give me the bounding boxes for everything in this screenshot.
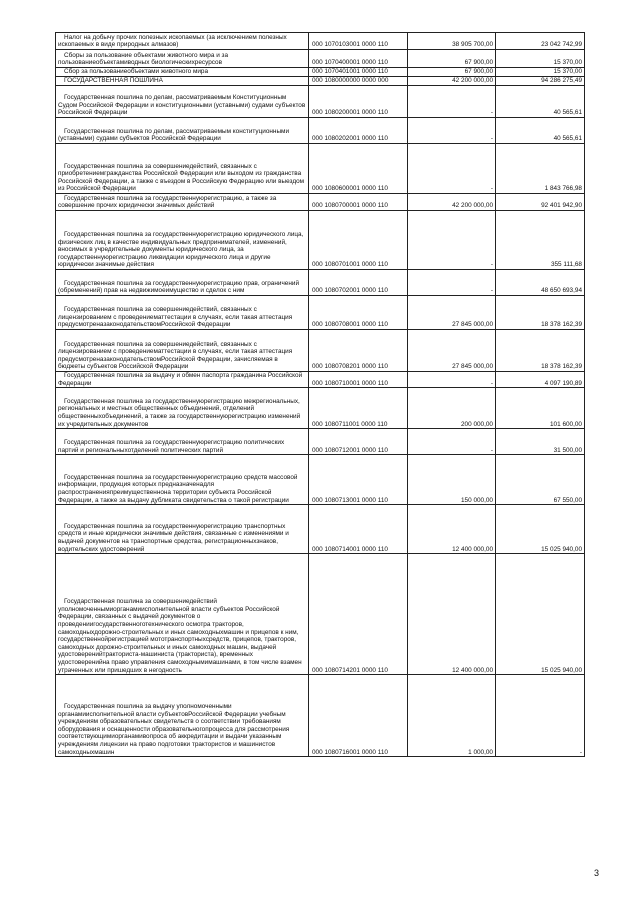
row-name-cell: Государственная пошлина за государственнуюрегистрацию транспортных средств и иные юридически значимые действия, связанные с изменениями и выдачей документов на транспортные средства, регистрационныхзнаков, водительских удостоверений: [56, 505, 309, 554]
table-row: [56, 144, 585, 194]
row-plan-cell: 1 000,00: [408, 675, 496, 757]
row-code-cell: 000 1080202001 0000 110: [309, 118, 408, 144]
row-plan-cell: 200 000,00: [408, 388, 496, 429]
row-name-cell: Государственная пошлина за государственнуюрегистрацию юридического лица, физических лиц в качестве индивидуальных предпринимателей, изменений, вносимых в учредительные документы юридического лица, за государственнуюрегистрацию ликвидации юридического лица и другие юридически значимые действия: [56, 211, 309, 270]
row-plan-cell: -: [408, 372, 496, 388]
row-code-cell: 000 1080711001 0000 110: [309, 388, 408, 429]
row-name-cell: Государственная пошлина за совершениедействий уполномоченнымиорганамиисполнительной власти субъектов Российской Федерации, связанных с выдачей документов о проведениигосударственноготехнического осмотра тракторов, самоходныхдорожно-строительных и иных самоходныхмашин и прицепов к ним, государственнойрегистрацией мототранспортныхсредств, прицепов, тракторов, самоходных дорожно-строительных и иных самоходных машин, выдачей удостоверенийтракториста-машиниста (тракториста), временных удостоверенийна право управления самоходнымимашинами, в том числе взамен утраченных или пришедших в негодность: [56, 554, 309, 675]
table-row: [56, 118, 585, 144]
table-row: [56, 388, 585, 429]
row-name-cell: Сбор за пользованиеобъектами животного мира: [56, 68, 309, 77]
row-actual-cell: 40 565,61: [496, 86, 585, 118]
row-name-cell: Государственная пошлина за государственнуюрегистрацию средств массовой информации, продукция которых предназначенадля распространенияпреимущественнона территории субъекта Российской Федерации, а также за выдачу дубликата свидетельства о такой регистрации: [56, 455, 309, 505]
row-code-cell: 000 1080000000 0000 000: [309, 77, 408, 86]
row-plan-cell: 42 200 000,00: [408, 194, 496, 211]
row-plan-cell: 67 900,00: [408, 50, 496, 68]
row-code-cell: 000 1080710001 0000 110: [309, 372, 408, 388]
row-actual-cell: 31 500,00: [496, 429, 585, 455]
row-name-cell: Государственная пошлина за государственнуюрегистрацию, а также за совершение прочих юридически значимых действий: [56, 194, 309, 211]
row-code-cell: 000 1080600001 0000 110: [309, 144, 408, 194]
row-code-cell: 000 1080708001 0000 110: [309, 296, 408, 330]
row-actual-cell: 355 111,68: [496, 211, 585, 270]
row-actual-cell: 48 650 693,94: [496, 270, 585, 296]
row-actual-cell: 92 401 942,90: [496, 194, 585, 211]
row-actual-cell: 94 286 275,49: [496, 77, 585, 86]
row-code-cell: 000 1080200001 0000 110: [309, 86, 408, 118]
row-name-cell: Государственная пошлина за государственнуюрегистрацию прав, ограничений (обременений) прав на недвижимоеимущество и сделок с ним: [56, 270, 309, 296]
table-row: [56, 429, 585, 455]
row-code-cell: 000 1070103001 0000 110: [309, 33, 408, 50]
table-row: [56, 50, 585, 68]
row-actual-cell: 67 550,00: [496, 455, 585, 505]
row-name-cell: Государственная пошлина за совершениедействий, связанных с лицензированием с проведениематтестации в случаях, если такая аттестация предусмотреназаконодательствомРоссийской Федерации, зачисляемая в бюджеты субъектов Российской Федерации: [56, 330, 309, 372]
row-actual-cell: 15 025 940,00: [496, 554, 585, 675]
row-code-cell: 000 1080712001 0000 110: [309, 429, 408, 455]
table-row: [56, 86, 585, 118]
row-plan-cell: 67 900,00: [408, 68, 496, 77]
row-code-cell: 000 1080701001 0000 110: [309, 211, 408, 270]
row-code-cell: 000 1080714201 0000 110: [309, 554, 408, 675]
row-name-cell: Сборы за пользование объектами животного мира и за пользованиеобъектамиводных биологическихресурсов: [56, 50, 309, 68]
row-actual-cell: 15 025 940,00: [496, 505, 585, 554]
table-row: [56, 194, 585, 211]
table-row: [56, 554, 585, 675]
row-plan-cell: -: [408, 429, 496, 455]
row-plan-cell: 38 905 700,00: [408, 33, 496, 50]
row-name-cell: Государственная пошлина по делам, рассматриваемым Конституционным Судом Российской Федерации и конституционными (уставными) судами субъектов Российской Федерации: [56, 86, 309, 118]
row-code-cell: 000 1070400001 0000 110: [309, 50, 408, 68]
row-code-cell: 000 1080713001 0000 110: [309, 455, 408, 505]
row-code-cell: 000 1080708201 0000 110: [309, 330, 408, 372]
row-code-cell: 000 1080700001 0000 110: [309, 194, 408, 211]
table-row: [56, 455, 585, 505]
table-row: [56, 211, 585, 270]
row-plan-cell: -: [408, 86, 496, 118]
row-actual-cell: 23 042 742,99: [496, 33, 585, 50]
row-name-cell: Государственная пошлина за государственнуюрегистрацию межрегиональных, региональных и местных общественных объединений, отделений общественныхобъединений, а также за государственнуюрегистрацию изменений их учредительных документов: [56, 388, 309, 429]
row-plan-cell: -: [408, 270, 496, 296]
table-row: [56, 330, 585, 372]
row-actual-cell: 1 843 766,98: [496, 144, 585, 194]
table-row: [56, 270, 585, 296]
table-row: [56, 77, 585, 86]
table-row: [56, 675, 585, 757]
row-plan-cell: 27 845 000,00: [408, 330, 496, 372]
row-plan-cell: 42 200 000,00: [408, 77, 496, 86]
row-plan-cell: -: [408, 144, 496, 194]
row-name-cell: Государственная пошлина по делам, рассматриваемым конституционными (уставными) судами субъектов Российской Федерации: [56, 118, 309, 144]
row-name-cell: Государственная пошлина за выдачу и обмен паспорта гражданина Российской Федерации: [56, 372, 309, 388]
row-actual-cell: 15 370,00: [496, 68, 585, 77]
row-name-cell: Государственная пошлина за выдачу уполномоченными органамиисполнительной власти субъектовРоссийской Федерации учебным учреждениям образовательных свидетельств о соответствии требованиям оборудования и оснащенности образовательногопроцесса для рассмотрения соответствующимиорганамивопроса об аккредитации и выдачи указанным учреждениям лицензии на право подготовки трактористов и машинистов самоходныхмашин: [56, 675, 309, 757]
row-plan-cell: 27 845 000,00: [408, 296, 496, 330]
table-row: [56, 296, 585, 330]
row-code-cell: 000 1080716001 0000 110: [309, 675, 408, 757]
page-number: 3: [594, 868, 600, 878]
row-actual-cell: 18 378 162,39: [496, 296, 585, 330]
row-name-cell: Государственная пошлина за совершениедействий, связанных с лицензированием с проведениематтестации в случаях, если такая аттестация предусмотреназаконодательствомРоссийской Федерации: [56, 296, 309, 330]
row-name-cell: Государственная пошлина за совершениедействий, связанных с приобретениемгражданства Российской Федерации или выходом из гражданства Российской Федерации, а также с въездом в Российскую Федерацию или выездом из Российской Федерации: [56, 144, 309, 194]
row-actual-cell: 101 600,00: [496, 388, 585, 429]
row-actual-cell: -: [496, 675, 585, 757]
row-code-cell: 000 1070401001 0000 110: [309, 68, 408, 77]
row-plan-cell: 150 000,00: [408, 455, 496, 505]
revenue-table: [55, 32, 585, 757]
row-actual-cell: 18 378 162,39: [496, 330, 585, 372]
row-name-cell: Налог на добычу прочих полезных ископаемых (за исключением полезных ископаемых в виде природных алмазов): [56, 33, 309, 50]
table-row: [56, 372, 585, 388]
row-name-cell: Государственная пошлина за государственнуюрегистрацию политических партий и региональныхотделений политических партий: [56, 429, 309, 455]
row-code-cell: 000 1080702001 0000 110: [309, 270, 408, 296]
row-actual-cell: 15 370,00: [496, 50, 585, 68]
row-plan-cell: 12 400 000,00: [408, 554, 496, 675]
table-row: [56, 33, 585, 50]
row-code-cell: 000 1080714001 0000 110: [309, 505, 408, 554]
table-row: [56, 505, 585, 554]
row-plan-cell: -: [408, 211, 496, 270]
table-row: [56, 68, 585, 77]
row-name-cell: ГОСУДАРСТВЕННАЯ ПОШЛИНА: [56, 77, 309, 86]
row-actual-cell: 4 097 190,89: [496, 372, 585, 388]
row-plan-cell: 12 400 000,00: [408, 505, 496, 554]
row-plan-cell: -: [408, 118, 496, 144]
row-actual-cell: 40 565,61: [496, 118, 585, 144]
table-body: [56, 33, 585, 757]
